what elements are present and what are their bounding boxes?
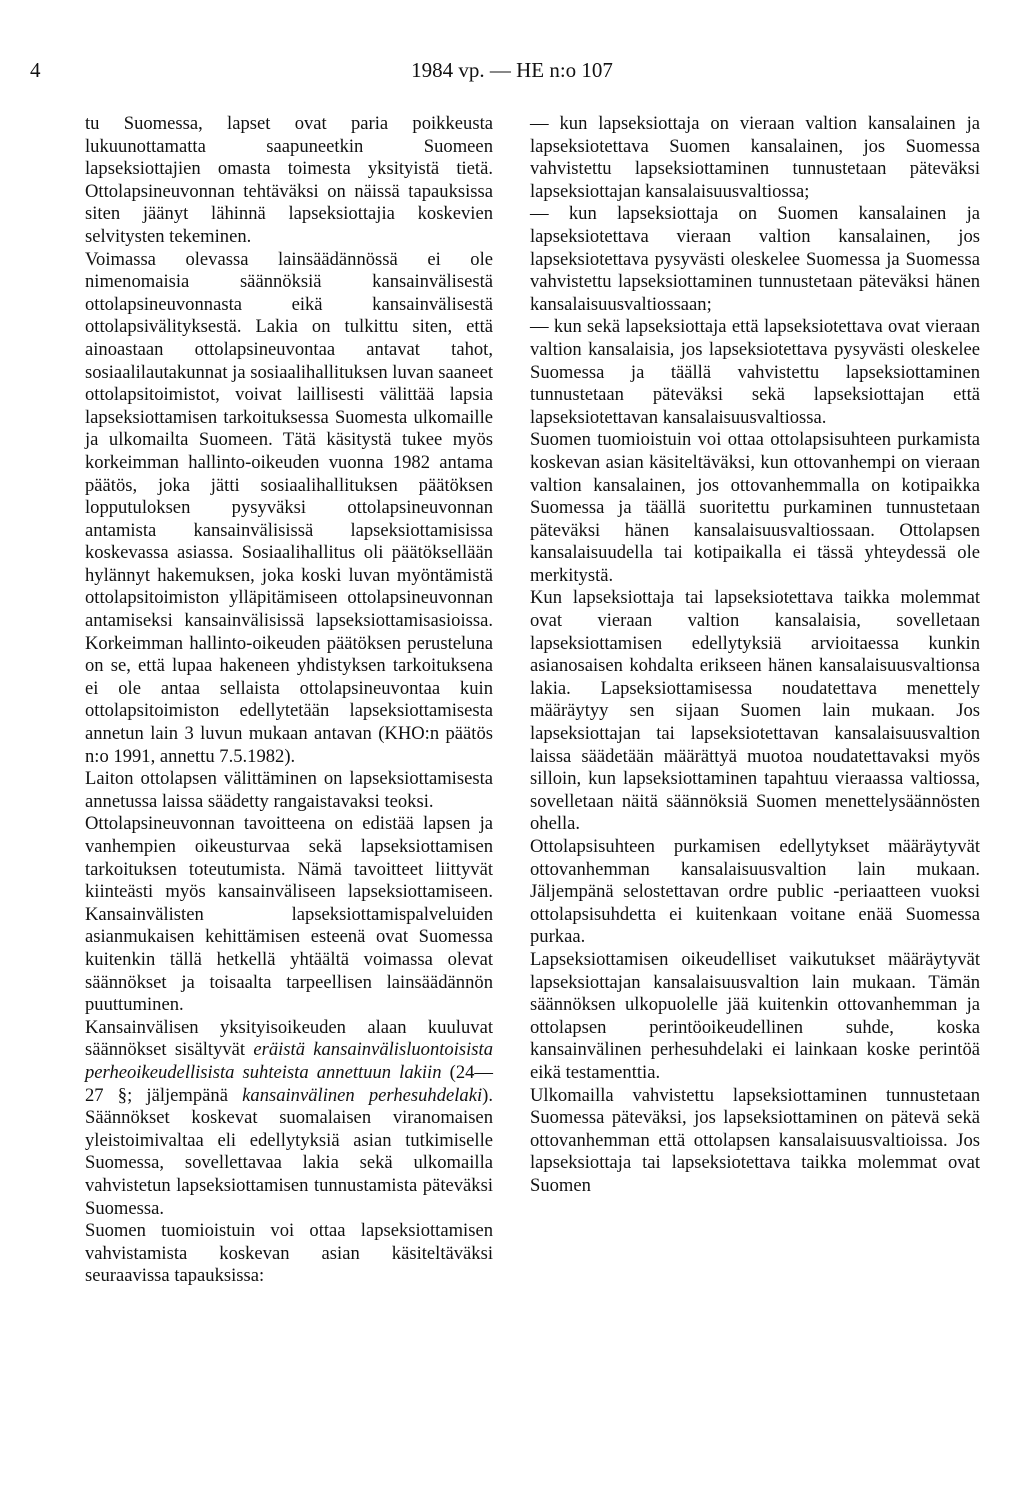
paragraph: Ottolapsisuhteen purkamisen edellytykset määräytyvät ottovanhemman kansalaisuusvaltion lain mukaan. Jäljempänä selostettavan ordre public -periaatteen vuoksi ottolapsisuhdetta ei kuitenkaan voitane enää Suomessa purkaa. (530, 836, 980, 948)
right-column (530, 113, 980, 1198)
paragraph: Laiton ottolapsen välittäminen on lapseksiottamisesta annetussa laissa säädetty rangaistavaksi teoksi. (85, 768, 493, 812)
paragraph-text: Kansainvälisen yksityisoikeuden alaan kuuluvat säännökset sisältyvät (85, 1016, 493, 1061)
paragraph-with-citations (85, 1017, 493, 1220)
paragraph: Ulkomailla vahvistettu lapseksiottaminen tunnustetaan Suomessa päteväksi, jos lapseksiottaminen on pätevä sekä ottovanhemman että ottolapsen kansalaisuusvaltioissa. Jos lapseksiottaja tai lapseksiotettava taikka molemmat ovat Suomen (530, 1084, 980, 1196)
law-title-italic: eräistä kansainvälisluontoisista perheoikeudellisista suhteista annettuun lakiin (85, 1039, 493, 1083)
paragraph: Ottolapsineuvonnan tavoitteena on edistää lapsen ja vanhempien oikeusturvaa sekä lapseksiottamisen tarkoituksen toteutumista. Nämä tavoitteet liittyvät kiinteästi myös kansainväliseen lapseksiottamiseen. Kansainvälisten lapseksiottamispalveluiden asianmukaisen kehittämisen esteenä ovat Suomessa kuitenkin tällä hetkellä yhtäältä voimassa olevat säännökset ja toisaalta tarpeellisen lainsäädännön puuttuminen. (85, 813, 493, 1016)
paragraph: Suomen tuomioistuin voi ottaa lapseksiottamisen vahvistamista koskevan asian käsiteltäväksi seuraavissa tapauksissa: (85, 1220, 493, 1287)
list-item: — kun sekä lapseksiottaja että lapseksiotettava ovat vieraan valtion kansalaisia, jos lapseksiotettava pysyvästi oleskelee Suomessa ja täällä vahvistettu lapseksiottaminen tunnustetaan päteväksi sekä lapseksiottajan että lapseksiotettavan kansalaisuusvaltiossa. (530, 316, 980, 428)
paragraph: tu Suomessa, lapset ovat paria poikkeusta lukuunottamatta saapuneetkin Suomeen lapseksiottajien omasta toimesta yksityistä tietä. Ottolapsineuvonnan tehtäväksi on näissä tapauksissa siten jäänyt lähinnä lapseksiottajia koskevien selvitysten tekeminen. (85, 113, 493, 247)
running-head: 1984 vp. — HE n:o 107 (411, 58, 613, 82)
page-header (30, 58, 994, 88)
law-short-name-italic: kansainvälinen perhesuhdelaki (242, 1084, 483, 1106)
list-item: — kun lapseksiottaja on vieraan valtion kansalainen ja lapseksiotettava Suomen kansalainen, jos Suomessa vahvistettu lapseksiottaminen tunnustetaan päteväksi lapseksiottajan kansalaisuusvaltiossa; (530, 113, 980, 202)
left-column (85, 113, 493, 1288)
paragraph: Kun lapseksiottaja tai lapseksiotettava taikka molemmat ovat vieraan valtion kansalaisia, sovelletaan lapseksiottamisen edellytyksiä arvioitaessa kunkin asianosaisen kohdalta erikseen hänen kansalaisuusvaltionsa lakia. Lapseksiottamisessa noudatettava menettely määräytyy sen sijaan Suomen lain mukaan. Jos lapseksiottajan tai lapseksiotettavan kansalaisuusvaltion laissa säädetään määrättyä muotoa noudatettavaksi myös silloin, kun lapseksiottaminen tapahtuu vieraassa valtiossa, sovelletaan näitä säännöksiä Suomen menettelysäännösten ohella. (530, 587, 980, 835)
paragraph-text: (24—27 §; jäljempänä (85, 1061, 494, 1106)
list-item: — kun lapseksiottaja on Suomen kansalainen ja lapseksiotettava vieraan valtion kansalainen, jos lapseksiotettava pysyvästi oleskelee Suomessa ja Suomessa vahvistettu lapseksiottaminen tunnustetaan päteväksi hänen kansalaisuusvaltiossaan; (530, 203, 980, 315)
paragraph-text: ). Säännökset koskevat suomalaisen viranomaisen yleistoimivaltaa eli edellytyksiä asian tutkimiselle Suomessa, sovellettavaa lakia sekä ulkomailla vahvistetun lapseksiottamisen tunnustamista päteväksi Suomessa. (85, 1084, 493, 1219)
page-number: 4 (30, 58, 41, 82)
paragraph: Suomen tuomioistuin voi ottaa ottolapsisuhteen purkamista koskevan asian käsiteltäväksi, kun ottovanhempi on vieraan valtion kansalainen, jos ottovanhemmalla on kotipaikka Suomessa ja täällä suoritettu purkaminen tunnustetaan päteväksi hänen kansalaisuusvaltiossaan. Ottolapsen kansalaisuudella tai kotipaikalla ei tässä yhteydessä ole merkitystä. (530, 429, 980, 586)
paragraph: Voimassa olevassa lainsäädännössä ei ole nimenomaisia säännöksiä kansainvälisestä ottolapsineuvonnasta eikä kansainvälisestä ottolapsivälityksestä. Lakia on tulkittu siten, että ainoastaan ottolapsineuvontaa antavat tahot, sosiaalilautakunnat ja sosiaalihallituksen luvan saaneet ottolapsitoimistot, voivat laillisesti välittää lapsia lapseksiottamisen tarkoituksessa Suomesta ulkomaille ja ulkomailta Suomeen. Tätä käsitystä tukee myös korkeimman hallinto-oikeuden vuonna 1982 antama päätös, joka jätti sosiaalihallituksen päätöksen lopputuloksen pysyväksi ottolapsineuvonnan antamista kansainvälisissä lapseksiottamisissa koskevassa asiassa. Sosiaalihallitus oli päätöksellään hylännyt hakemuksen, joka koski luvan myöntämistä ottolapsitoimiston ylläpitämiseen ottolapsineuvonnan antamiseksi kansainvälisissä lapseksiottamisasioissa. Korkeimman hallinto-oikeuden päätöksen perusteluna on se, että lupaa hakeneen yhdistyksen tarkoituksena ei ole antaa sellaista ottolapsineuvontaa kuin ottolapsitoimiston edellytetään lapseksiottamisesta annetun lain 3 luvun mukaan antavan (KHO:n päätös n:o 1991, annettu 7.5.1982). (85, 248, 493, 767)
paragraph: Lapseksiottamisen oikeudelliset vaikutukset määräytyvät lapseksiottajan kansalaisuusvaltion lain mukaan. Tämän säännöksen ulkopuolelle jää kuitenkin ottovanhemman ja ottolapsen perintöoikeudellinen suhde, koska kansainvälinen perhesuhdelaki ei lainkaan koske perintöä eikä testamenttia. (530, 948, 980, 1083)
